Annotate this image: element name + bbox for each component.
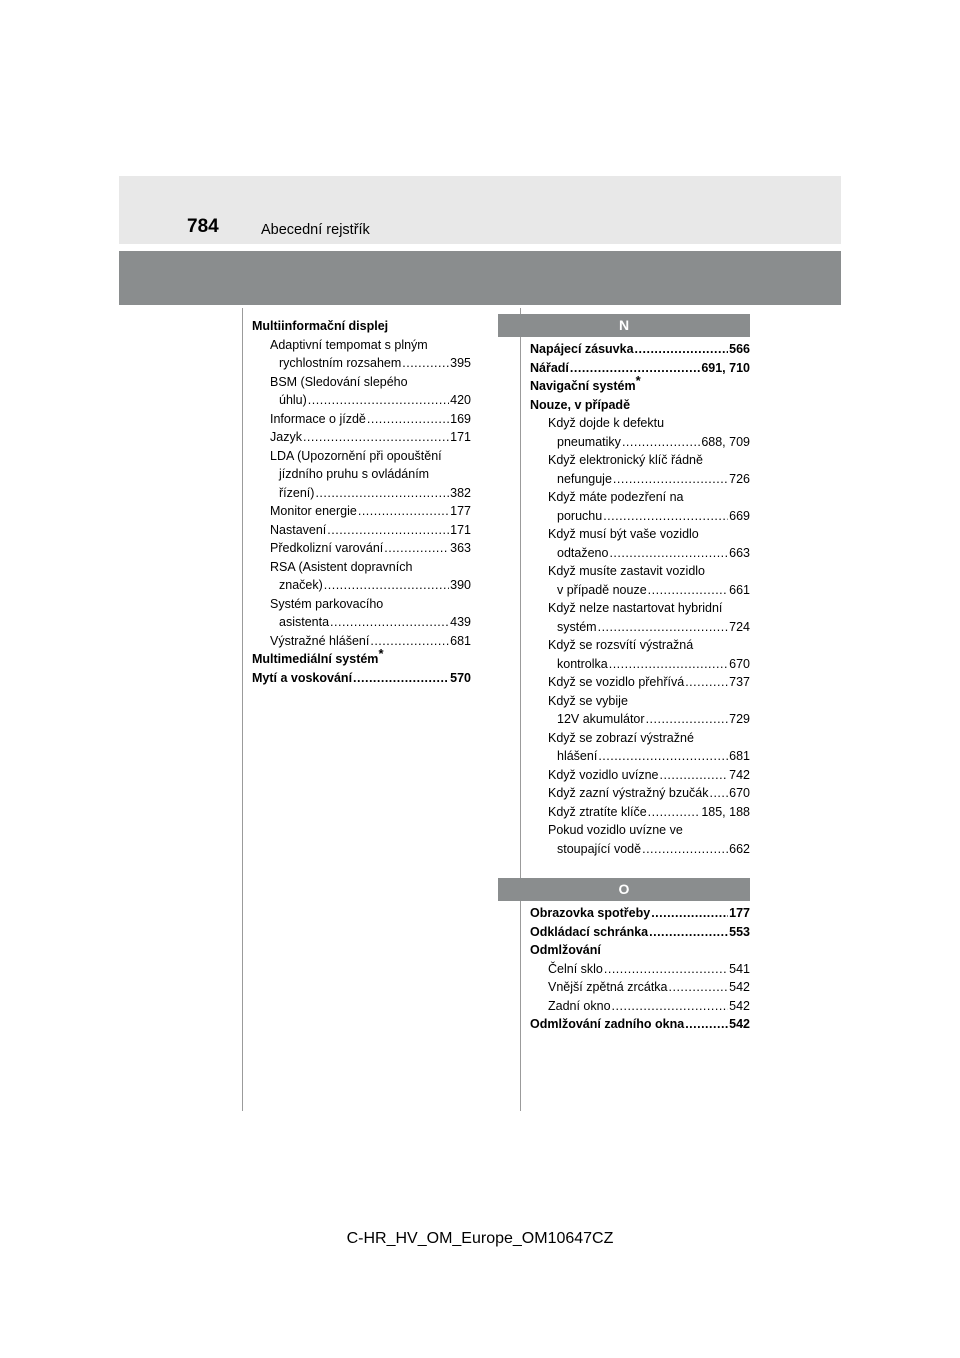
index-entry: [530, 488, 750, 507]
dot-leader: [612, 997, 729, 1016]
entry-term: Když musíte zastavit vozidlo: [548, 564, 706, 578]
index-entry: [252, 539, 471, 558]
index-entry: [252, 428, 471, 447]
index-entry: [530, 729, 750, 748]
entry-term: Multiinformační displej: [252, 319, 389, 333]
index-entry: [252, 317, 471, 336]
entry-page-ref: 670: [729, 656, 750, 671]
entry-term: Monitor energie: [270, 504, 357, 518]
dot-leader: [308, 391, 449, 410]
entry-page-ref: 726: [729, 471, 750, 486]
letter-heading-o: O: [498, 878, 750, 901]
entry-term: Když vozidlo uvízne: [548, 767, 659, 782]
entry-term: nefunguje: [557, 471, 612, 486]
entry-page-ref: 681: [450, 633, 471, 648]
dot-leader: [659, 766, 728, 785]
entry-page-ref: 395: [450, 356, 471, 370]
entry-page-ref: 542: [729, 998, 750, 1013]
entry-page-ref: 691, 710: [701, 360, 750, 375]
entry-term: Když musí být vaše vozidlo: [548, 527, 699, 541]
dot-leader: [609, 655, 728, 674]
index-entry: [530, 396, 750, 415]
entry-term: Informace o jízdě: [270, 411, 366, 426]
entry-term: Nastavení: [270, 522, 327, 537]
dot-leader: [604, 960, 728, 979]
entry-term: Nouze, v případě: [530, 397, 631, 412]
index-entry: [252, 521, 471, 540]
index-entry: [530, 340, 750, 359]
entry-term: Mytí a voskování: [252, 670, 353, 685]
dot-leader: [327, 521, 449, 540]
entry-page-ref: 542: [729, 980, 750, 994]
entry-page-ref: 742: [729, 767, 750, 782]
index-entry: [530, 941, 750, 960]
entry-page-ref: 663: [729, 545, 750, 560]
index-entry: [530, 451, 750, 470]
dot-leader: [646, 710, 729, 729]
entry-term: Multimediální systém: [252, 652, 379, 666]
entry-term: Nářadí: [530, 360, 569, 375]
entry-term: Odkládací schránka: [530, 924, 649, 939]
index-entry: [252, 465, 471, 484]
index-entry: [252, 410, 471, 429]
entry-term: v případě nouze: [557, 582, 647, 597]
entry-page-ref: 688, 709: [701, 434, 750, 449]
index-entry: [530, 904, 750, 923]
entry-page-ref: 177: [729, 906, 750, 920]
page-number: 784: [187, 216, 219, 237]
entry-term: 12V akumulátor: [557, 712, 645, 726]
index-entry: [530, 581, 750, 600]
dot-leader: [709, 784, 728, 803]
index-entry: [252, 632, 471, 651]
dot-leader: [330, 613, 449, 632]
index-entry: [530, 544, 750, 563]
entry-page-ref: 724: [729, 619, 750, 634]
entry-page-ref: 541: [729, 961, 750, 976]
entry-page-ref: 681: [729, 749, 750, 763]
entry-term: jízdního pruhu s ovládáním: [279, 467, 430, 481]
entry-page-ref: 390: [450, 578, 471, 592]
index-entry: [530, 840, 750, 859]
index-entry: [252, 595, 471, 614]
entry-page-ref: 420: [450, 393, 471, 407]
entry-page-ref: 737: [729, 675, 750, 689]
index-entry: [252, 669, 471, 688]
index-entry: [252, 447, 471, 466]
entry-page-ref: 661: [729, 582, 750, 597]
entry-term: BSM (Sledování slepého: [270, 374, 408, 389]
entry-term: Zadní okno: [548, 998, 611, 1013]
header-background: [119, 176, 841, 244]
index-entry: [530, 562, 750, 581]
entry-page-ref: 670: [729, 786, 750, 800]
entry-term: Když se rozsvítí výstražná: [548, 638, 694, 652]
dot-leader: [402, 354, 449, 373]
entry-term: Když se zobrazí výstražné: [548, 730, 694, 745]
index-entry: [252, 354, 471, 373]
entry-term: rychlostním rozsahem: [279, 356, 402, 370]
entry-term: řízení): [279, 485, 315, 500]
entry-term: hlášení: [557, 749, 598, 763]
footnote-star: *: [635, 373, 641, 388]
dot-leader: [358, 502, 449, 521]
index-section-o: [530, 904, 750, 1034]
entry-page-ref: 185, 188: [701, 804, 750, 819]
entry-page-ref: 566: [729, 342, 750, 356]
entry-term: Napájecí zásuvka: [530, 342, 634, 356]
index-entry: [530, 525, 750, 544]
entry-page-ref: 382: [450, 485, 471, 500]
index-entry: [252, 558, 471, 577]
entry-term: Když máte podezření na: [548, 490, 684, 504]
footnote-star: *: [378, 646, 384, 661]
index-section-n: [530, 340, 750, 858]
entry-page-ref: 553: [729, 924, 750, 939]
index-entry: [530, 433, 750, 452]
index-entry: [530, 692, 750, 711]
dot-leader: [649, 923, 728, 942]
entry-page-ref: 729: [729, 712, 750, 726]
index-entry: [530, 618, 750, 637]
document-code: C-HR_HV_OM_Europe_OM10647CZ: [346, 1230, 614, 1247]
index-entry: [252, 646, 471, 669]
entry-page-ref: 169: [450, 411, 471, 426]
dot-leader: [622, 433, 700, 452]
entry-term: pneumatiky: [557, 434, 621, 449]
index-entry: [252, 484, 471, 503]
index-entry: [530, 655, 750, 674]
entry-term: Jazyk: [270, 430, 302, 444]
entry-term: Předkolizní varování: [270, 541, 384, 555]
entry-term: značek): [279, 578, 323, 592]
entry-page-ref: 171: [450, 522, 471, 537]
entry-term: LDA (Upozornění při opouštění: [270, 448, 442, 463]
dot-leader: [598, 747, 728, 766]
entry-term: Čelní sklo: [548, 961, 603, 976]
index-entry: [530, 960, 750, 979]
entry-term: Vnější zpětná zrcátka: [548, 980, 668, 994]
entry-term: Odmlžování: [530, 943, 601, 957]
dot-leader: [648, 803, 701, 822]
dot-leader: [609, 544, 728, 563]
entry-term: Když elektronický klíč řádně: [548, 453, 703, 467]
index-entry: [530, 803, 750, 822]
index-entry: [530, 784, 750, 803]
letter-heading-n: N: [498, 314, 750, 337]
entry-page-ref: 669: [729, 508, 750, 523]
index-entry: [252, 502, 471, 521]
dot-leader: [384, 539, 449, 558]
dot-leader: [642, 840, 728, 859]
dot-leader: [613, 470, 728, 489]
entry-term: Navigační systém: [530, 379, 636, 393]
column-divider-right: [520, 308, 521, 1111]
dot-leader: [315, 484, 449, 503]
entry-term: Když ztratíte klíče: [548, 804, 647, 819]
dot-leader: [685, 673, 728, 692]
index-entry: [252, 391, 471, 410]
index-entry: [530, 373, 750, 396]
index-entry: [530, 599, 750, 618]
entry-term: Když dojde k defektu: [548, 416, 665, 430]
index-entry: [530, 997, 750, 1016]
header-band: [119, 251, 841, 305]
dot-leader: [685, 1015, 728, 1034]
entry-term: systém: [557, 619, 597, 634]
entry-page-ref: 177: [450, 504, 471, 518]
entry-term: Když se vozidlo přehřívá: [548, 675, 685, 689]
index-entry: [530, 978, 750, 997]
entry-term: Obrazovka spotřeby: [530, 906, 651, 920]
entry-term: asistenta: [279, 615, 330, 629]
entry-term: stoupající vodě: [557, 841, 642, 856]
entry-term: RSA (Asistent dopravních: [270, 559, 413, 574]
index-entry: [530, 1015, 750, 1034]
index-entry: [530, 673, 750, 692]
entry-page-ref: 171: [450, 430, 471, 444]
dot-leader: [669, 978, 729, 997]
dot-leader: [303, 428, 449, 447]
index-entry: [530, 470, 750, 489]
entry-term: Pokud vozidlo uvízne ve: [548, 823, 683, 837]
entry-page-ref: 363: [450, 541, 471, 555]
section-title: Abecední rejstřík: [261, 222, 370, 238]
index-entry: [530, 766, 750, 785]
entry-term: Když zazní výstražný bzučák: [548, 786, 709, 800]
index-entry: [252, 336, 471, 355]
entry-term: Systém parkovacího: [270, 596, 384, 611]
index-entry: [530, 747, 750, 766]
entry-term: Když se vybije: [548, 693, 628, 708]
entry-page-ref: 439: [450, 615, 471, 629]
entry-term: Výstražné hlášení: [270, 633, 370, 648]
entry-term: Když nelze nastartovat hybridní: [548, 601, 723, 615]
column-divider-left: [242, 308, 243, 1111]
entry-page-ref: 542: [729, 1017, 750, 1031]
entry-term: Adaptivní tempomat s plným: [270, 337, 428, 352]
index-entry: [530, 710, 750, 729]
entry-term: úhlu): [279, 393, 307, 407]
index-entry: [530, 821, 750, 840]
index-entry: [530, 636, 750, 655]
index-entry: [530, 923, 750, 942]
index-column-left: [252, 317, 471, 687]
index-entry: [252, 613, 471, 632]
dot-leader: [635, 340, 729, 359]
dot-leader: [598, 618, 729, 637]
dot-leader: [367, 410, 449, 429]
dot-leader: [353, 669, 449, 688]
entry-term: kontrolka: [557, 656, 608, 671]
index-entry: [530, 414, 750, 433]
entry-term: odtaženo: [557, 545, 609, 560]
dot-leader: [651, 904, 728, 923]
index-entry: [252, 576, 471, 595]
entry-term: Odmlžování zadního okna: [530, 1017, 685, 1031]
dot-leader: [324, 576, 449, 595]
dot-leader: [603, 507, 728, 526]
entry-term: poruchu: [557, 508, 603, 523]
entry-page-ref: 662: [729, 841, 750, 856]
dot-leader: [648, 581, 728, 600]
entry-page-ref: 570: [450, 670, 471, 685]
index-entry: [530, 507, 750, 526]
index-entry: [252, 373, 471, 392]
